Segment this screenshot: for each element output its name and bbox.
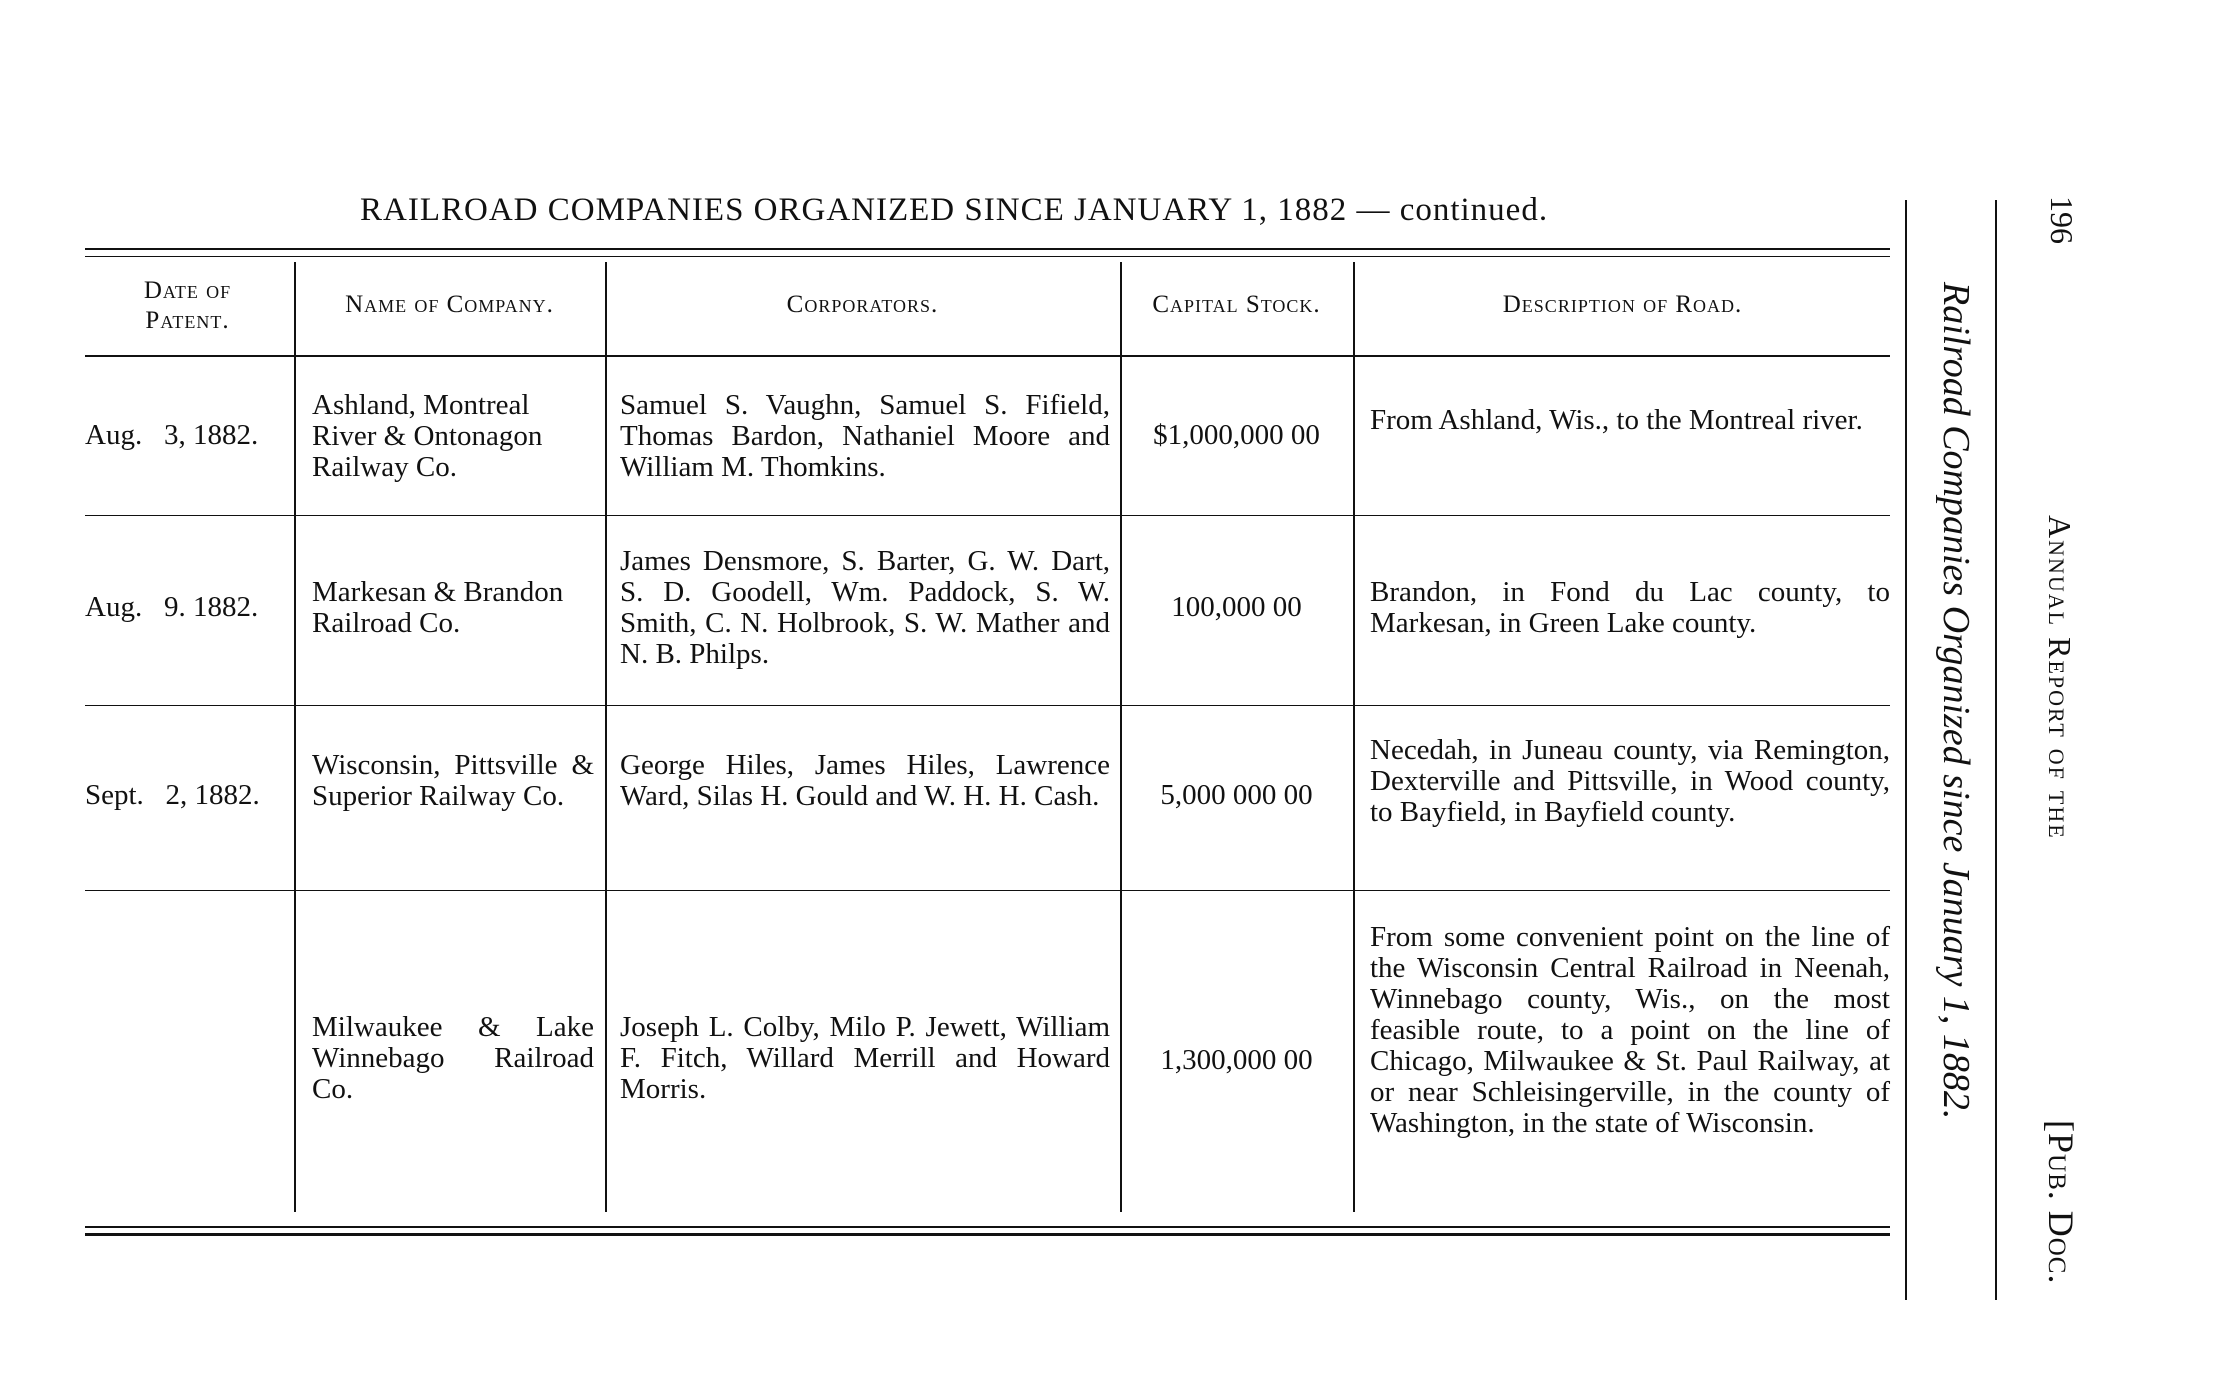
row3-capital: 5,000 000 00 xyxy=(1160,779,1313,811)
header-date xyxy=(85,276,290,336)
row1-corporators: Samuel S. Vaughn, Samuel S. Fifield, Thomas Bardon, Nathaniel Moore and William M. Thomkins. xyxy=(620,389,1110,483)
margin-rule xyxy=(1905,200,1907,1300)
row1-company-name: Ashland, Montreal River & Ontonagon Railway Co. xyxy=(312,389,543,483)
row3-corporators: George Hiles, James Hiles, Lawrence Ward, Silas H. Gould and W. H. H. Cash. xyxy=(620,749,1110,812)
header-date-line1: Date of xyxy=(143,277,232,304)
row2-capital: 100,000 00 xyxy=(1171,591,1302,623)
running-head-caps: Annual Report of the xyxy=(2042,515,2078,840)
column-divider xyxy=(294,262,296,1212)
bottom-rule-heavy xyxy=(85,1233,1890,1236)
margin-rule xyxy=(1995,200,1997,1300)
bottom-rule xyxy=(85,1226,1890,1228)
row2-date: Aug. 9. 1882. xyxy=(85,591,259,623)
header-date-line2: Patent. xyxy=(145,307,230,334)
header-name: Name of Company. xyxy=(345,291,554,318)
row4-description: From some convenient point on the line of the Wisconsin Central Railroad in Neenah, Winnebago county, Wis., on the most feasible route, to a point on the line of Chicago, Milwaukee & St. Paul Railway, at or near Schleisingerville, in the county of Washington, in the state of Wisconsin. xyxy=(1370,921,1890,1139)
row-rule xyxy=(85,515,1890,516)
row1-date: Aug. 3, 1882. xyxy=(85,419,259,451)
header-capital: Capital Stock. xyxy=(1152,291,1321,318)
row-rule xyxy=(85,890,1890,891)
top-rule-inner xyxy=(85,256,1890,257)
row3-description: Necedah, in Juneau county, via Remington, Dexterville and Pittsville, in Wood county, to Bayfield, in Bayfield county. xyxy=(1370,734,1890,828)
page-title: RAILROAD COMPANIES ORGANIZED SINCE JANUARY 1, 1882 — continued. xyxy=(360,192,1549,228)
pub-doc-label: [Pub. Doc. xyxy=(2041,1120,2081,1285)
top-rule xyxy=(85,248,1890,250)
row2-description: Brandon, in Fond du Lac county, to Markesan, in Green Lake county. xyxy=(1370,576,1890,639)
row4-corporators: Joseph L. Colby, Milo P. Jewett, William F. Fitch, Willard Merrill and Howard Morris. xyxy=(620,1011,1110,1105)
row4-company-name: Milwaukee & Lake Winnebago Railroad Co. xyxy=(312,1011,594,1105)
row2-company-name: Markesan & Brandon Railroad Co. xyxy=(312,576,564,639)
header-description: Description of Road. xyxy=(1502,291,1743,318)
row2-corporators: James Densmore, S. Barter, G. W. Dart, S. D. Goodell, Wm. Paddock, S. W. Smith, C. N. Holbrook, S. W. Mather and N. B. Philps. xyxy=(620,545,1110,670)
row1-capital: $1,000,000 00 xyxy=(1153,419,1320,451)
row3-date: Sept. 2, 1882. xyxy=(85,779,260,811)
row4-capital: 1,300,000 00 xyxy=(1160,1044,1313,1076)
column-divider xyxy=(1353,262,1355,1212)
header-corporators: Corporators. xyxy=(786,291,939,318)
row3-company-name: Wisconsin, Pittsville & Superior Railway Co. xyxy=(312,749,594,812)
running-head-italic: Railroad Companies Organized since January 1, 1882. xyxy=(1935,282,1977,1120)
column-divider xyxy=(605,262,607,1212)
row-rule xyxy=(85,705,1890,706)
page-number: 196 xyxy=(2044,196,2080,244)
header-rule xyxy=(85,355,1890,357)
row1-description: From Ashland, Wis., to the Montreal river. xyxy=(1370,404,1863,436)
